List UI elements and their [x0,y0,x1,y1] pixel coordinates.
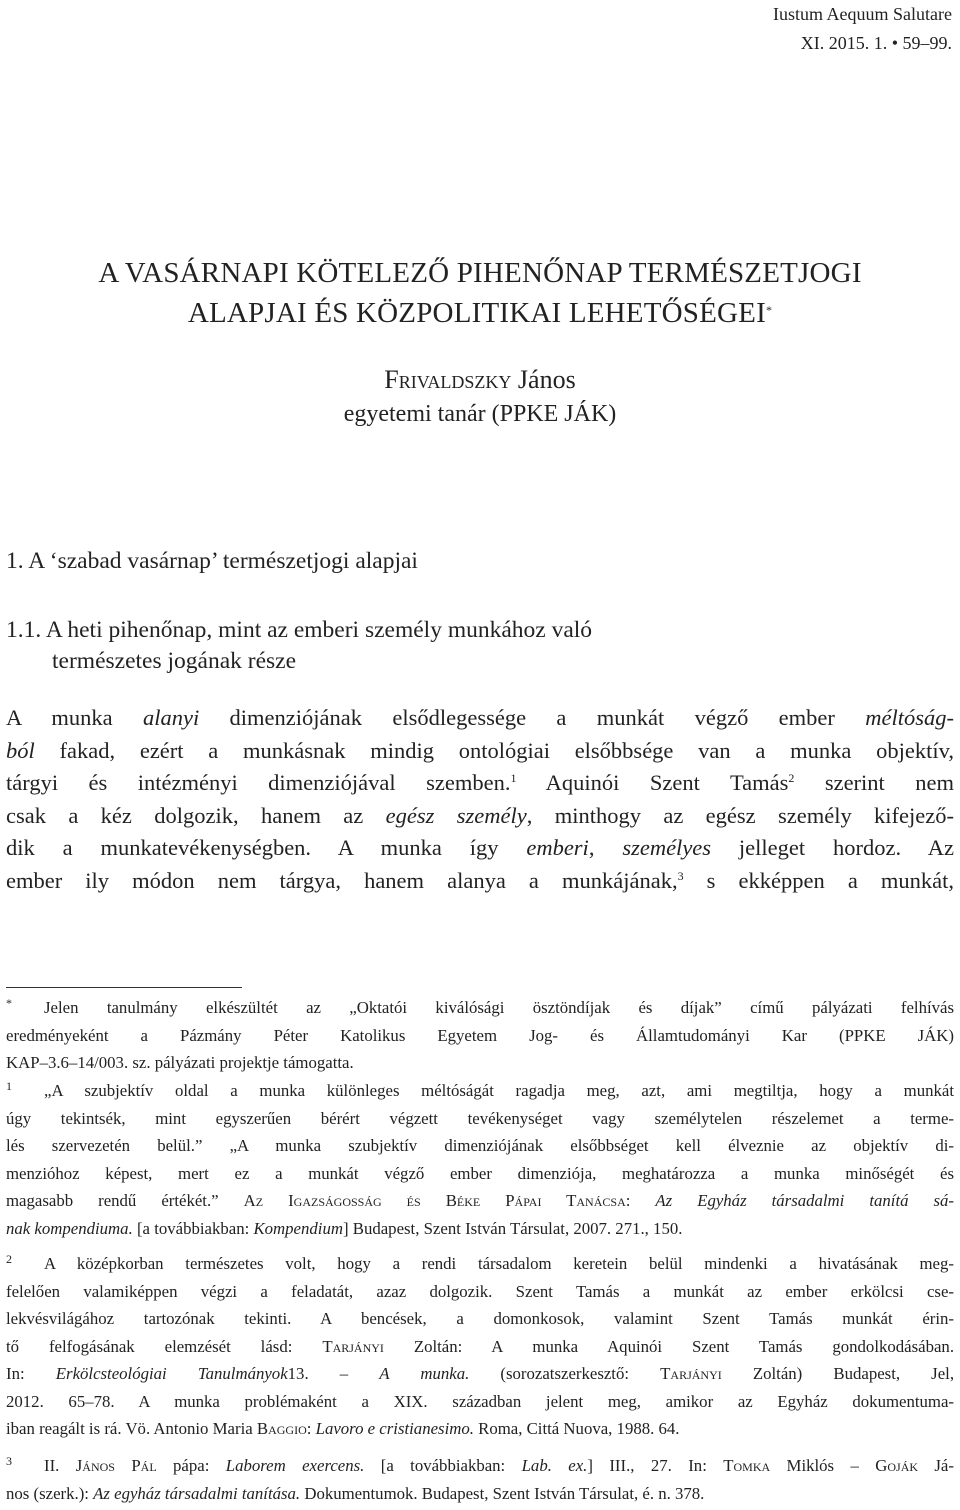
emphasis-emberi: emberi [526,835,589,861]
author-name [0,362,960,397]
emphasis-egesz-szemely: egész személy [385,802,527,828]
footnote-line: In: Erkölcsteológiai Tanulmányok13. – A munka. (sorozatszerkesztő: Tarjányi Zoltán) Budapest, Jel, [6,1364,955,1383]
footnote-line: iban reagált is rá. Vö. Antonio Maria Baggio: Lavoro e cristianesimo. Roma, Cittá Nuova, 1988. 64. [6,1419,680,1438]
footnote-3 [6,1452,954,1507]
footnote-ref-3[interactable]: 3 [677,868,684,883]
footnote-line: menzióhoz képest, mert ez a munkát végző ember dimenziója, meghatározza a munka minőségét és [6,1163,954,1183]
footnote-mark: * [6,996,12,1010]
footnote-line: II. János Pál pápa: Laborem exercens. [a továbbiakban: Lab. ex.] III., 27. In: Tomka Miklós – Goják Já- [44,1456,954,1475]
article-title [0,253,960,333]
footnote-ref-1[interactable]: 1 [510,771,517,786]
author-given-name: János [517,365,576,394]
footnote-line: Jelen tanulmány elkészültét az „Oktatói kiválósági ösztöndíjak és díjak” című pályázati felhívás [44,998,954,1017]
author-surname: Frivaldszky [384,365,512,394]
footnote-ref-2[interactable]: 2 [788,771,795,786]
footnote-line: felelően valamiképpen végzi a feladatát, azaz dolgozik. Szent Tamás a munkát az ember erkölcsi cse- [6,1281,954,1301]
footnote-line: lés szervezetén belül.” „A munka szubjektív dimenziójának elsőbbséget kell élveznie az objektív di- [6,1136,954,1155]
footnote-mark: 2 [6,1252,12,1266]
footnote-line: „A szubjektív oldal a munka különleges méltóságát ragadja meg, azt, ami megtiltja, hogy a munkát [44,1081,954,1100]
footnote-line: magasabb rendű értékét.” Az Igazságosság és Béke Pápai Tanácsa: Az Egyház társadalmi tanítá sá- [6,1191,955,1210]
footnote-line: KAP–3.6–14/003. sz. pályázati projektje támogatta. [6,1053,354,1072]
body-line-3: tárgyi és intézményi dimenziójával szemben.$^1$ Aquinói Szent Tamás$^2$ szerint nem [6,770,955,796]
emphasis-meltosag: méltóság- [865,705,954,730]
footnote-line: eredményeként a Pázmány Péter Katolikus Egyetem Jog- és Államtudományi Kar (PPKE JÁK) [6,1025,954,1045]
body-line-2: ból fakad, ezért a munkásnak mindig ontológiai elsőbbsége van a munka objektív, [6,737,954,763]
footnote-1 [6,1077,954,1242]
body-line-1: A munka alanyi dimenziójának elsődlegessége a munkát végző ember méltóság- [6,705,954,730]
footnote-2 [6,1250,954,1443]
footnote-line: nos (szerk.): Az egyház társadalmi tanítása. Dokumentumok. Budapest, Szent István Társulat, é. n. 378. [6,1483,705,1503]
journal-name: Iustum Aequum Salutare [773,4,952,24]
footnote-separator [6,987,242,988]
author-block [0,362,960,432]
subsection-heading-line-2: természetes jogának része [52,648,297,674]
footnote-star [6,994,954,1077]
body-line-6: ember ily módon nem tárgya, hanem alanya a munkájának,$^3$ s ekképpen a munkát, [6,867,954,893]
title-footnote-mark: * [765,303,773,317]
emphasis-alanyi: alanyi [142,705,200,730]
footnote-line: A középkorban természetes volt, hogy a rendi társadalom keretein belül mindenki a hivatásának meg- [44,1254,954,1273]
footnote-line: tő felfogásának elemzését lásd: Tarjányi Zoltán: A munka Aquinói Szent Tamás gondolkodásában. [6,1336,955,1356]
footnote-mark: 1 [6,1079,12,1093]
section-heading: 1. A ‘szabad vasárnap’ természetjogi alapjai [6,548,418,574]
subsection-heading [6,615,592,677]
issue-info: XI. 2015. 1. • 59–99. [800,33,952,53]
running-header [773,0,952,58]
footnote-mark: 3 [6,1454,12,1468]
body-line-5: dik a munkatevékenységben. A munka így emberi, személyes jelleget hordoz. Az [6,835,954,861]
title-line-1: A VASÁRNAPI KÖTELEZŐ PIHENŐNAP TERMÉSZETJOGI [98,257,862,289]
footnote-line: úgy tekintsék, mint egyszerűen bérért végzett tevékenységet vagy személytelen részelemet a terme- [6,1108,954,1128]
emphasis-szemelyes: személyes [622,835,712,861]
subsection-heading-line-1: 1.1. A heti pihenőnap, mint az emberi személy munkához való [6,617,593,643]
footnote-line: 2012. 65–78. A munka problémaként a XIX. században jelent meg, amikor az Egyház dokumentuma- [6,1391,954,1411]
body-paragraph [6,702,954,898]
body-line-4: csak a kéz dolgozik, hanem az egész személy, minthogy az egész személy kifejező- [6,802,955,828]
footnote-line: lekvésvilágához tartozónak tekinti. A bencések, a domonkosok, valamint Szent Tamás munkát érin- [6,1309,954,1328]
title-line-2: ALAPJAI ÉS KÖZPOLITIKAI LEHETŐSÉGEI* [187,297,773,329]
author-position: egyetemi tanár (PPKE JÁK) [343,401,617,427]
footnote-line: nak kompendiuma. [a továbbiakban: Kompendium] Budapest, Szent István Társulat, 2007. 271., 150. [6,1218,683,1238]
